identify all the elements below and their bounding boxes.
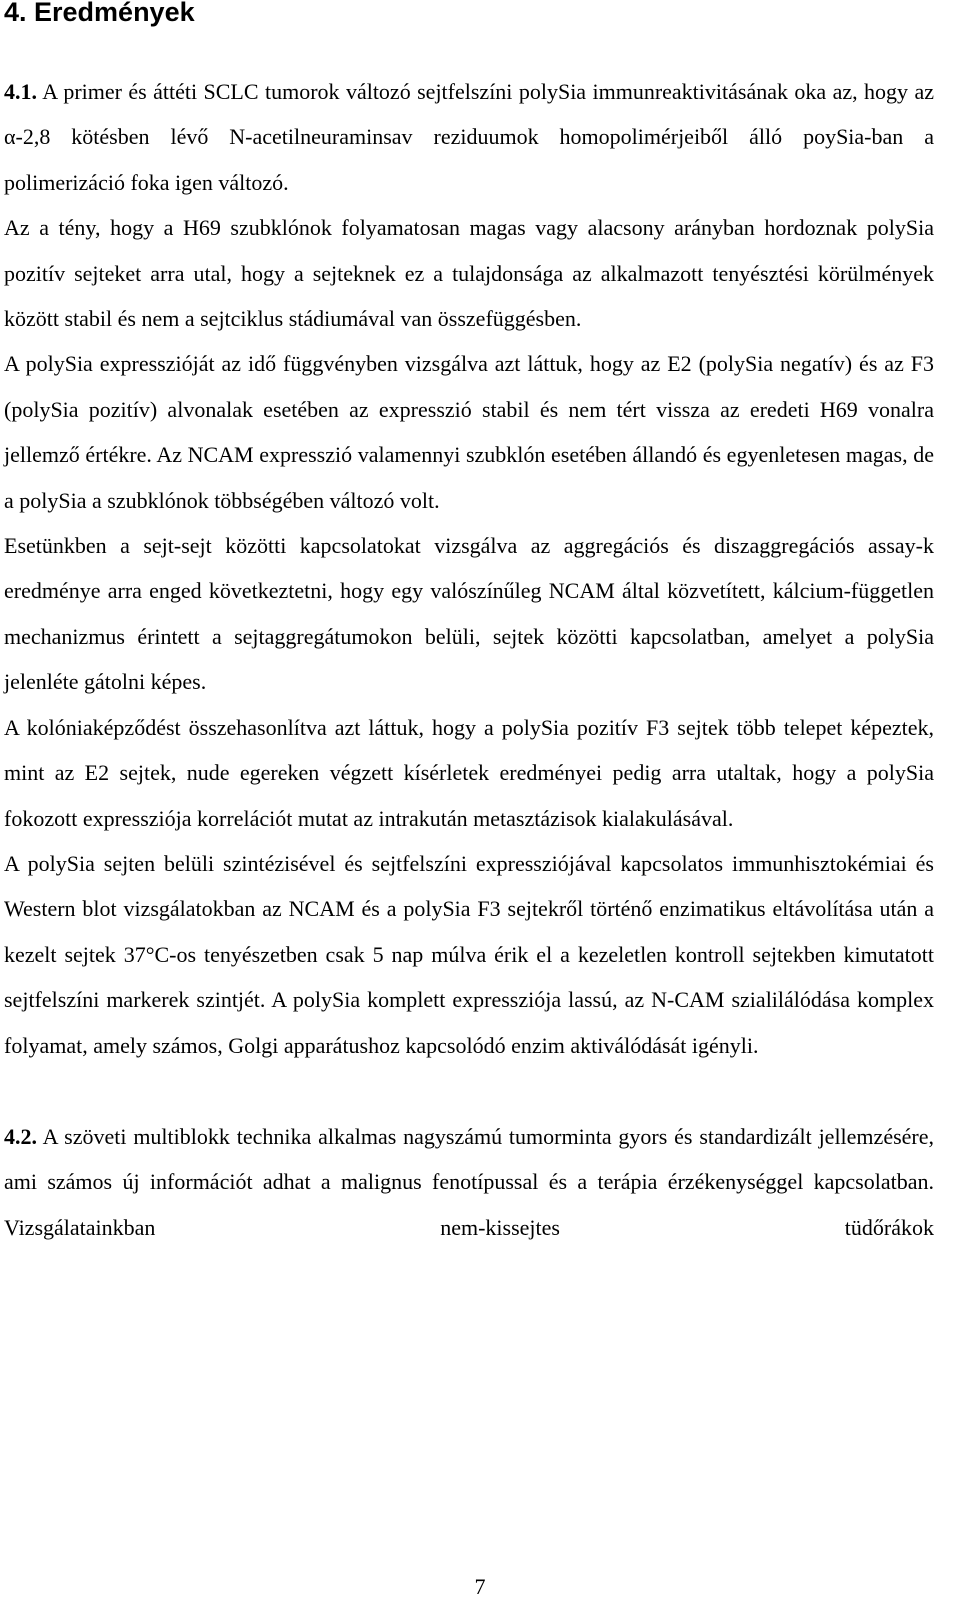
paragraph-text: A szöveti multiblokk technika alkalmas nagyszámú tumorminta gyors és standardizált jellemzésére, ami számos új információt adhat a malignus fenotípussal és a terápia érzékenységgel kapcsolatban. Vizsgálatainkban nem-kissejtes tüdőrákok [4, 1123, 934, 1240]
paragraph-4-1-e: A kolóniaképződést összehasonlítva azt láttuk, hogy a polySia pozitív F3 sejtek több telepet képeztek, mint az E2 sejtek, nude egereken végzett kísérletek eredményei pedig arra utaltak, hogy a polySia fokozott expressziója korrelációt mutat az intrakután metasztázisok kialakulásával. [4, 714, 934, 831]
paragraph-text: A primer és áttéti SCLC tumorok változó sejtfelszíni polySia immunreaktivitásának oka az, hogy az α-2,8 kötésben lévő N-acetilneuraminsav reziduumok homopolimérjeiből álló poySia-ban a polimerizáció foka igen változó. [4, 79, 934, 195]
paragraph-4-1-b: Az a tény, hogy a H69 szubklónok folyamatosan magas vagy alacsony arányban hordoznak polySia pozitív sejteket arra utal, hogy a sejteknek ez a tulajdonsága az alkalmazott tenyésztési körülmények között stabil és nem a sejtciklus stádiumával van összefüggésben. [4, 215, 934, 332]
paragraph-4-1-d: Esetünkben a sejt-sejt közötti kapcsolatokat vizsgálva az aggregációs és diszaggregációs assay-k eredménye arra enged következtetni, hogy egy valószínűleg NCAM által közvetített, kálcium-független mechanizmus érintett a sejtaggregátumokon belüli, sejtek közötti kapcsolatban, amelyet a polySia jelenléte gátolni képes. [4, 533, 934, 695]
section-number: 4.2. [4, 1123, 37, 1149]
paragraph-4-1-a [4, 69, 934, 205]
chapter-heading: 4. Eredmények [4, 0, 195, 27]
paragraph-4-1-f: A polySia sejten belüli szintézisével és sejtfelszíni expressziójával kapcsolatos immunhisztokémiai és Western blot vizsgálatokban az NCAM és a polySia F3 sejtekről történő enzimatikus eltávolítása után a kezelt sejtek 37°C-os tenyészetben csak 5 nap múlva érik el a kezeletlen kontroll sejtekben kimutatott sejtfelszíni markerek szintjét. A polySia komplett expressziója lassú, az N-CAM szialilálódása komplex folyamat, amely számos, Golgi apparátushoz kapcsolódó enzim aktiválódását igényli. [4, 850, 934, 1058]
section-number: 4.1. [4, 79, 37, 104]
paragraph-4-2-a [4, 1114, 934, 1250]
chapter-body [4, 69, 934, 1250]
paragraph-4-1-c: A polySia expresszióját az idő függvényben vizsgálva azt láttuk, hogy az E2 (polySia negatív) és az F3 (polySia pozitív) alvonalak esetében az expresszió stabil és nem tért vissza az eredeti H69 vonalra jellemző értékre. Az NCAM expresszió valamennyi szubklón esetében állandó és egyenletesen magas, de a polySia a szubklónok többségében változó volt. [4, 351, 934, 513]
page-number: 7 [474, 1574, 486, 1599]
